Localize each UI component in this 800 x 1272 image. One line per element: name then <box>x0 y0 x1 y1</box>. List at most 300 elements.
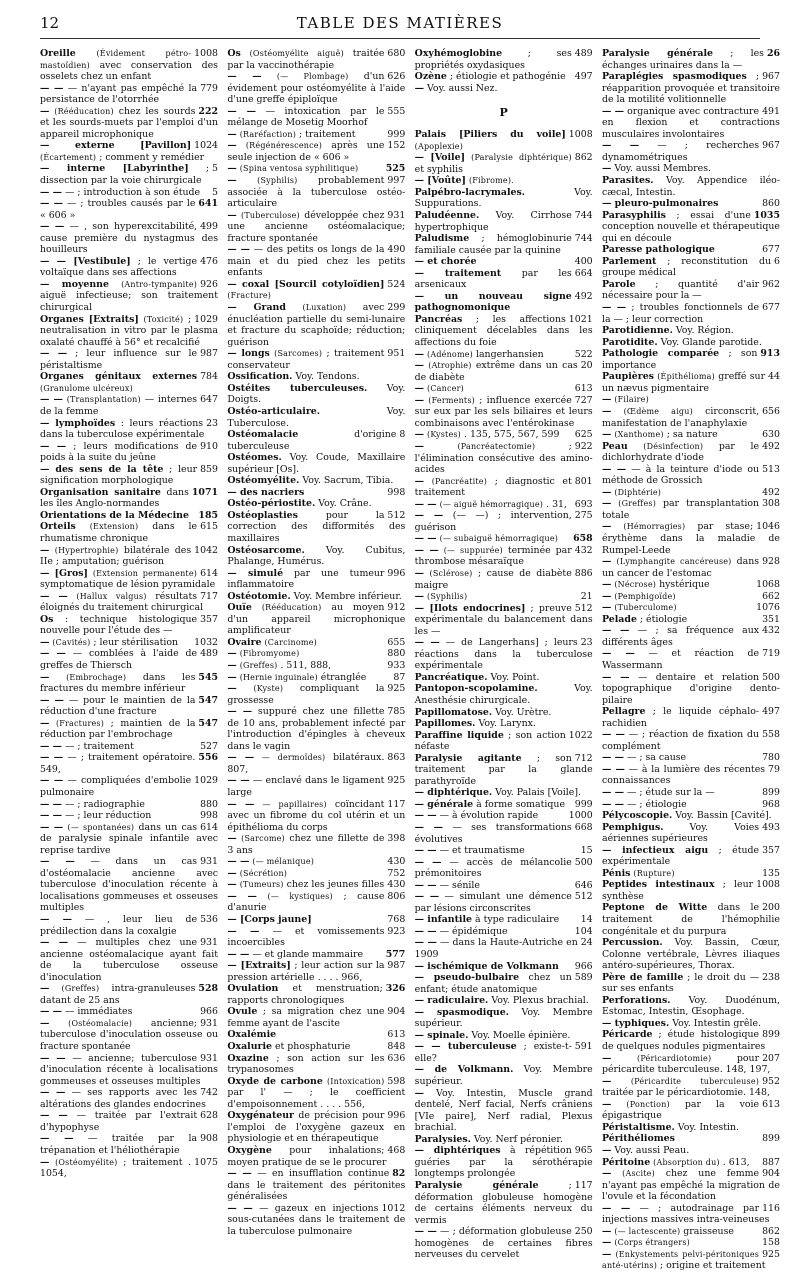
entry-headword: Pantopon-scopolamine. <box>414 683 538 695</box>
entry-page-ref: 489 <box>572 48 593 60</box>
entry-page-ref: 308 <box>759 498 780 510</box>
entry-page-ref: 1071 <box>189 487 218 499</box>
entry-headword: Pemphigus. <box>601 821 664 833</box>
index-entry <box>227 140 405 163</box>
entry-headword: — <box>227 209 237 221</box>
entry-qualifier: (Kystes) <box>427 430 462 440</box>
index-entry <box>227 348 405 371</box>
entry-text: pour péricardite tuberculeuse. 148, 197, <box>601 1052 771 1076</box>
entry-headword: — <box>601 1052 612 1064</box>
entry-text: — n'ayant pas empêché la persistance de l'otorrhée <box>40 82 198 106</box>
entry-text: probablement associée à la tuberculose ostéo-articulaire <box>227 175 406 210</box>
entry-text: ; essai d'une conception nouvelle et thérapeutique qui en découle <box>601 209 780 244</box>
index-entry <box>415 937 593 960</box>
entry-page-ref: 547 <box>195 718 218 730</box>
index-entry <box>602 394 780 406</box>
entry-page-ref: 250 <box>572 1226 593 1238</box>
entry-text: coïncidant avec un fibrome du col utérin et un épithélioma du corps <box>227 798 406 833</box>
entry-text: ; comment y remédier <box>99 151 205 163</box>
page-title: TABLE DES MATIÈRES <box>296 14 504 32</box>
entry-text: Voy. Membre supérieur. <box>414 1064 593 1088</box>
entry-text: Voy. Cirrhose hypertrophique <box>414 210 572 233</box>
entry-page-ref: 1008 <box>191 48 218 60</box>
index-entry <box>40 106 218 141</box>
index-entry <box>227 775 405 798</box>
entry-headword: Ossification. <box>227 371 293 383</box>
entry-text: ; son action sur les trypanosomes <box>227 1052 385 1076</box>
entry-text: chez une femme n'ayant pas empêché la migration de l'ovule et la fécondation <box>601 1168 780 1203</box>
entry-text: . 511, 888, <box>280 659 332 671</box>
entry-text: circonscrit, manifestation de l'anaphylaxie <box>601 405 760 429</box>
entry-text: graisseuse <box>683 1225 734 1237</box>
entry-text: ; origine et traitement <box>660 1260 766 1272</box>
entry-text: — et glande mammaire <box>252 948 364 960</box>
entry-text: dans un cancer de l'estomac <box>601 556 760 579</box>
entry-headword: Ostéo-périostite. <box>227 498 316 510</box>
entry-qualifier: (— spontanées) <box>67 822 135 832</box>
entry-page-ref: 966 <box>572 961 593 973</box>
index-entry <box>40 1018 218 1053</box>
index-entry <box>40 1006 218 1018</box>
index-entry <box>602 1226 780 1238</box>
entry-page-ref: 87 <box>390 672 405 684</box>
entry-text: chez les sourds et les sourds-muets par l'emploi d'un appareil microphonique <box>40 105 218 140</box>
index-entry <box>415 961 593 973</box>
entry-qualifier: (— kystiques) <box>267 891 333 901</box>
entry-headword: Pancréas <box>414 313 463 325</box>
entry-text: ; maintien de la réduction par l'embrochage <box>40 717 196 741</box>
index-entry <box>227 279 405 302</box>
entry-text: symptomatique de lésion pyramidale <box>40 579 216 591</box>
entry-headword: Palpébro-lacrymales. <box>414 186 526 198</box>
index-entry <box>415 857 593 880</box>
entry-headword: — radiculaire. <box>414 995 489 1007</box>
entry-headword: — — <box>601 729 625 741</box>
entry-headword: — — <box>414 856 442 868</box>
index-column-1 <box>40 48 218 1180</box>
index-entry <box>602 140 780 163</box>
entry-text: ; troubles fonctionnels de la — ; leur correction <box>601 302 760 325</box>
index-entry <box>602 752 780 764</box>
index-entry <box>415 48 593 71</box>
entry-headword: Pelade <box>601 613 637 625</box>
entry-page-ref: 998 <box>197 810 218 822</box>
entry-headword: Pénis <box>601 867 631 879</box>
entry-headword: Palais [Piliers du voile] <box>414 129 566 141</box>
entry-text: organique avec contracture en flexion et contractions musculaires involontaires <box>601 105 780 140</box>
entry-page-ref: 1068 <box>753 579 780 591</box>
entry-page-ref: 591 <box>572 1041 593 1053</box>
entry-headword: — <box>227 128 237 140</box>
index-entry <box>415 152 593 175</box>
entry-text: — ; introduction à son étude <box>65 186 201 198</box>
entry-qualifier: (Ascite) <box>622 1169 655 1179</box>
index-entry <box>227 960 405 983</box>
index-entry <box>602 71 780 106</box>
entry-headword: — <box>227 671 237 683</box>
entry-page-ref: 614 <box>197 568 218 580</box>
index-entry <box>40 591 218 614</box>
index-entry <box>602 198 780 210</box>
entry-text: dans le traitement de l'hémophilie congénitale et du purpura <box>601 902 780 937</box>
entry-page-ref: 577 <box>383 949 406 961</box>
entry-qualifier: (Extension) <box>89 522 139 532</box>
entry-text: — traitée par la trépanation et l'héliothérapie <box>40 1133 198 1156</box>
index-entry <box>227 660 405 672</box>
index-entry <box>40 221 218 256</box>
entry-headword: — <box>414 440 425 452</box>
entry-qualifier: (Greffes) <box>618 499 657 509</box>
index-entry <box>40 48 218 83</box>
entry-headword: — typhiques. <box>601 1017 670 1029</box>
entry-page-ref: 626 <box>384 71 405 83</box>
entry-page-ref: 1075 <box>191 1157 218 1169</box>
entry-page-ref: 497 <box>759 706 780 718</box>
entry-headword: Oreille <box>40 48 76 59</box>
index-entry <box>415 799 593 811</box>
index-entry <box>602 902 780 937</box>
entry-page-ref: 522 <box>572 349 593 361</box>
entry-text: Voy. Tendons. <box>295 371 360 383</box>
entry-text: Voy. Point. <box>490 671 540 683</box>
entry-page-ref: 598 <box>384 1076 405 1088</box>
entry-text: Voy. Suppurations. <box>414 186 593 210</box>
entry-text: ancienne; tuberculose d'inoculation osseuse ou fracture spontanée <box>40 1017 218 1053</box>
entry-text: ; étude histologique de quelques nodules pigmentaires <box>601 1029 766 1053</box>
entry-text: ; hémoglobinurie familiale causée par la quinine <box>414 233 572 256</box>
entry-headword: — — <box>40 1052 66 1064</box>
index-entry <box>602 822 780 845</box>
entry-qualifier: (— lactescente) <box>614 1226 681 1236</box>
entry-text: ; traitement <box>299 128 356 140</box>
index-entry <box>227 163 405 175</box>
index-entry <box>602 348 780 371</box>
entry-headword: — — <box>414 510 444 522</box>
entry-headword: — — <box>40 752 64 764</box>
entry-page-ref: 21 <box>578 591 593 603</box>
entry-headword: Papillomes. <box>414 718 476 730</box>
entry-qualifier: (— subaiguë hémorragique) <box>439 534 559 544</box>
entry-page-ref: 859 <box>197 464 218 476</box>
index-entry <box>227 752 405 775</box>
entry-text: — ; autodrainage par injections massives intra-veineuses <box>601 1202 770 1226</box>
entry-page-ref: 135 <box>759 868 780 880</box>
entry-text: — dentaire et relation topographique d'origine dento-pilaire <box>601 671 780 706</box>
entry-page-ref: 15 <box>578 845 593 857</box>
entry-page-ref: 545 <box>195 672 218 684</box>
entry-text: Voy. Doigts. <box>227 382 406 406</box>
entry-text: (— —) ; intervention, guérison <box>414 510 572 533</box>
entry-page-ref: 999 <box>572 799 593 811</box>
entry-headword: Ostéo-articulaire. <box>227 405 321 417</box>
entry-headword: Os <box>40 613 54 625</box>
entry-headword: — <box>414 475 425 487</box>
entry-qualifier: (Tuberculose) <box>241 210 300 220</box>
entry-text: par la voie épigastrique <box>601 1098 760 1122</box>
entry-text: Voy. Intestin, Muscle grand dentelé, Nerf facial, Nerfs crâniens [VIe paire], Nerf radial, Plexus brachial. <box>414 1087 593 1134</box>
entry-headword: — <box>40 671 50 683</box>
entry-page-ref: 862 <box>572 152 593 164</box>
entry-text: . 135, 575, 567, 599 <box>464 429 560 441</box>
entry-headword: Pancréatique. <box>414 671 488 683</box>
entry-headword: — <box>414 383 425 395</box>
index-entry <box>227 648 405 660</box>
entry-headword: — [Gros] <box>40 567 88 579</box>
entry-text: dans un cas de paralysie spinale infantile avec reprise tardive <box>40 821 218 856</box>
entry-qualifier: (Transplantation) <box>66 395 141 405</box>
entry-text: ; étiologie et pathogénie <box>449 71 566 83</box>
entry-text: Voy. Intestin grêle. <box>672 1017 761 1029</box>
entry-page-ref: 647 <box>197 394 218 406</box>
entry-qualifier: (Raréfaction) <box>239 129 297 139</box>
entry-headword: — <box>227 648 237 660</box>
entry-headword: Paralysie générale <box>414 1179 539 1191</box>
entry-page-ref: 952 <box>759 1076 780 1088</box>
index-entry <box>415 533 593 545</box>
entry-qualifier: (Fractures) <box>55 718 105 728</box>
entry-text: ; dissection par la voie chirurgicale <box>40 163 210 187</box>
index-entry <box>415 1088 593 1134</box>
index-entry <box>40 1087 218 1110</box>
entry-headword: — — <box>227 798 255 810</box>
entry-text: — ; sa cause <box>626 752 687 764</box>
entry-qualifier: (Hémorragies) <box>623 522 686 532</box>
entry-headword: — <box>601 405 612 417</box>
entry-headword: — <box>601 602 612 614</box>
index-entry <box>40 1157 218 1180</box>
entry-page-ref: 968 <box>759 799 780 811</box>
entry-page-ref: 5 <box>209 187 218 199</box>
entry-headword: Os <box>227 48 241 59</box>
index-entry <box>602 1076 780 1099</box>
entry-qualifier: (Pancréatectomie) <box>457 441 536 451</box>
entry-qualifier: (Diphtérie) <box>614 487 662 497</box>
index-entry <box>227 706 405 752</box>
index-entry <box>227 983 405 1006</box>
index-entry <box>40 775 218 798</box>
entry-text: ; étiologie <box>639 613 688 625</box>
entry-text: ; réapparition provoquée et transitoire de la motilité volitionnelle <box>601 71 780 106</box>
entry-page-ref: 779 <box>197 83 218 95</box>
index-entry <box>40 799 218 811</box>
index-entry <box>415 349 593 361</box>
entry-headword: — <box>40 544 50 556</box>
entry-headword: — et chorée <box>414 256 477 268</box>
entry-qualifier: (Intoxication) <box>326 1076 385 1086</box>
entry-text: — , son hyperexcitabilité, cause première du nystagmus des houilleurs <box>40 221 218 256</box>
entry-text: — ; recherches dynamométriques <box>601 140 760 163</box>
entry-headword: Peau <box>601 440 628 452</box>
entry-headword: — — <box>227 244 251 256</box>
index-entry <box>415 187 593 210</box>
entry-text: bilatéraux. 807, <box>227 752 385 775</box>
entry-text: hystérique <box>659 579 710 591</box>
index-entry <box>227 891 405 914</box>
entry-qualifier: (Adénome) <box>427 349 473 359</box>
entry-page-ref: 727 <box>572 395 593 407</box>
entry-text: dans les fractures du membre inférieur <box>40 671 196 695</box>
entry-qualifier: (Ostéomyélite aiguë) <box>249 49 344 58</box>
index-entry <box>227 591 405 603</box>
index-entry <box>227 1029 405 1041</box>
entry-text: aiguë infectieuse; son traitement chirurgical <box>40 290 218 314</box>
entry-headword: — — <box>414 637 440 649</box>
entry-headword: — diphtériques <box>414 1145 501 1157</box>
index-entry <box>227 914 405 926</box>
entry-page-ref: 432 <box>759 625 780 637</box>
entry-text: — et vomissements incoercibles <box>227 925 385 949</box>
entry-headword: Pellagre <box>601 706 646 718</box>
entry-text: Voy. Bassin, Cœur, Colonne vertébrale, Lèvres iliaques antéro-supérieures, Thorax. <box>601 937 780 972</box>
entry-text: — internes de la femme <box>40 394 198 417</box>
entry-text: — enclavé dans le ligament large <box>227 775 385 798</box>
index-column-3 <box>414 48 593 1261</box>
entry-page-ref: 630 <box>759 429 780 441</box>
index-entry <box>40 394 218 417</box>
entry-headword: Ostéosarcome. <box>227 544 305 556</box>
entry-page-ref: 880 <box>384 648 405 660</box>
entry-headword: — <box>227 659 237 671</box>
entry-qualifier: (Spina ventosa syphilitique) <box>239 164 359 174</box>
entry-text: ; son traitement par la glande parathyroïde <box>414 752 593 787</box>
entry-page-ref: 536 <box>197 914 218 926</box>
entry-qualifier: (— mélanique) <box>252 857 315 867</box>
entry-headword: Pélycoscopie. <box>601 810 673 822</box>
entry-page-ref: 951 <box>384 348 405 360</box>
entry-page-ref: 558 <box>759 729 780 741</box>
entry-page-ref: 931 <box>197 1018 218 1030</box>
entry-page-ref: 158 <box>759 1237 780 1249</box>
index-entry <box>227 1006 405 1029</box>
entry-text: Voy. Membre supérieur. <box>414 1006 593 1030</box>
entry-qualifier: (Granulome ulcéreux) <box>40 383 133 393</box>
entry-text: ; leur influence sur le péristaltisme <box>40 348 198 371</box>
index-entry <box>227 510 405 545</box>
entry-headword: Oxygène <box>227 1144 272 1156</box>
entry-page-ref: 658 <box>570 533 593 545</box>
entry-headword: Péricarde <box>601 1029 653 1041</box>
entry-headword: — — <box>601 752 624 764</box>
entry-page-ref: 636 <box>384 1053 405 1065</box>
entry-page-ref: 525 <box>383 163 406 175</box>
entry-headword: — <box>227 879 237 891</box>
entry-headword: — — tuberculeuse <box>414 1041 517 1053</box>
index-entry <box>40 1133 218 1156</box>
entry-text: Voy. aussi Peau. <box>614 1144 690 1156</box>
index-entry <box>415 71 593 83</box>
index-entry <box>602 487 780 499</box>
entry-headword: Paraplégies spasmodiques <box>601 71 747 83</box>
index-entry <box>227 568 405 591</box>
entry-page-ref: 512 <box>572 891 593 903</box>
entry-page-ref: 926 <box>197 279 218 291</box>
index-entry <box>602 1133 780 1145</box>
index-entry <box>602 175 780 198</box>
index-entry <box>415 1007 593 1030</box>
index-entry <box>415 787 593 799</box>
entry-headword: — — <box>40 937 69 949</box>
entry-headword: — <box>414 360 425 372</box>
entry-headword: — — [Vestibule] <box>40 255 131 267</box>
entry-headword: — — <box>601 105 625 117</box>
entry-headword: — longs <box>227 348 270 360</box>
index-entry <box>602 1018 780 1030</box>
entry-page-ref: 44 <box>765 371 780 383</box>
entry-page-ref: 152 <box>384 140 405 152</box>
entry-page-ref: 589 <box>572 972 593 984</box>
entry-qualifier: (Sarcomes) <box>274 349 323 359</box>
entry-headword: Organes [Extraits] <box>40 313 139 325</box>
entry-qualifier: (Régénérescence) <box>245 141 323 151</box>
entry-page-ref: 26 <box>764 48 780 60</box>
index-entry <box>415 510 593 533</box>
index-entry <box>602 429 780 441</box>
index-entry <box>415 972 593 995</box>
entry-page-ref: 5 <box>209 163 218 175</box>
index-entry <box>40 1053 218 1088</box>
index-entry <box>227 672 405 684</box>
entry-text: greffé sur un nævus pigmentaire <box>601 371 766 394</box>
index-entry <box>415 845 593 857</box>
entry-page-ref: 490 <box>384 244 405 256</box>
entry-headword: Oxalémie <box>227 1029 277 1041</box>
entry-headword: — — <box>40 694 64 706</box>
index-entry <box>602 591 780 603</box>
entry-text: ; ses propriétés oxydasiques <box>414 48 572 71</box>
entry-qualifier: (Greffes) <box>61 984 100 994</box>
entry-page-ref: 625 <box>572 429 593 441</box>
entry-page-ref: 887 <box>759 1157 780 1169</box>
entry-headword: — — <box>227 706 253 718</box>
index-entry <box>415 1041 593 1064</box>
index-entry <box>40 279 218 314</box>
entry-headword: — <box>601 579 612 591</box>
entry-headword: — interne [Labyrinthe] <box>40 163 189 175</box>
entry-text: ; diagnostic et traitement <box>414 475 572 499</box>
index-entry <box>415 683 593 706</box>
entry-headword: Ostéotomie. <box>227 590 291 602</box>
entry-headword: — — <box>414 544 439 556</box>
entry-text: Voy. Glande parotide. <box>660 336 762 348</box>
entry-text: ; traitement conservateur <box>227 348 385 371</box>
index-entry <box>227 429 405 452</box>
entry-page-ref: 899 <box>759 1029 780 1041</box>
entry-qualifier: (— aiguë hémorragique) <box>439 499 544 509</box>
index-entry <box>415 730 593 753</box>
entry-page-ref: 987 <box>197 348 218 360</box>
entry-headword: Oxalurie <box>227 1041 273 1053</box>
entry-headword: — <box>601 556 612 568</box>
entry-text: avec conservation des osselets chez un enfant <box>40 59 218 83</box>
index-entry <box>602 163 780 175</box>
entry-headword: — <box>601 1225 612 1237</box>
entry-text: Voy. Palais [Voile]. <box>495 787 581 799</box>
entry-text: ; cause de diabète maigre <box>414 567 572 591</box>
entry-headword: Père de famille <box>601 971 684 983</box>
entry-page-ref: 492 <box>759 441 780 453</box>
entry-headword: — — <box>601 798 624 810</box>
entry-page-ref: 967 <box>759 71 780 83</box>
entry-text: ; son importance <box>601 348 758 371</box>
entry-page-ref: 908 <box>197 1133 218 1145</box>
entry-headword: — <box>227 163 237 175</box>
entry-page-ref: 999 <box>384 129 405 141</box>
entry-headword: — — <box>40 856 75 868</box>
index-entry <box>415 568 593 591</box>
entry-page-ref: 931 <box>197 856 218 868</box>
index-entry <box>602 1145 780 1157</box>
index-entry <box>415 995 593 1007</box>
